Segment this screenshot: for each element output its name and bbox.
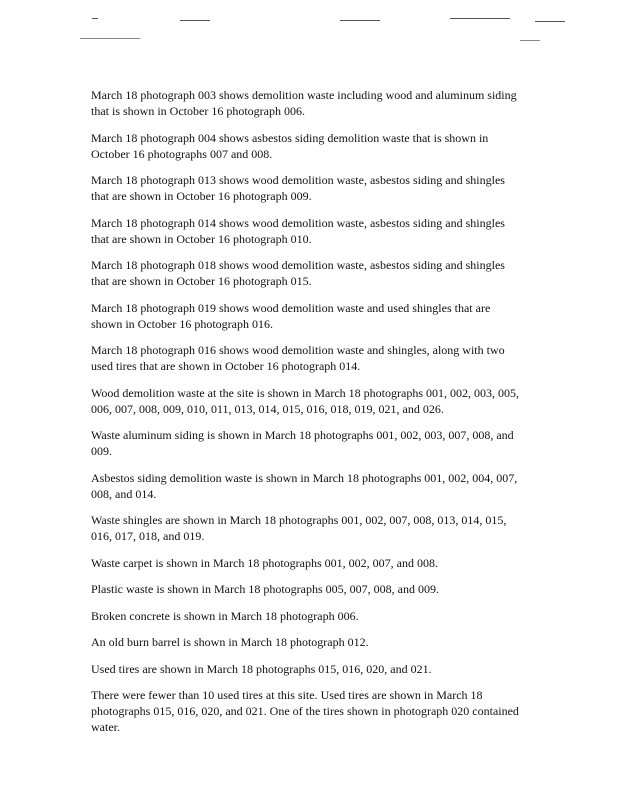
text-line: water. [91,720,120,734]
text-line: There were fewer than 10 used tires at this site. Used tires are shown in March 18 [91,688,483,702]
paragraph [91,634,561,650]
paragraph [91,215,561,247]
text-line: Plastic waste is shown in March 18 photographs 005, 007, 008, and 009. [91,582,439,596]
scan-artifact [535,21,565,22]
text-line: that are shown in October 16 photograph 009. [91,189,312,203]
scan-artifact [450,18,510,19]
scan-artifact [180,20,210,21]
text-line: March 18 photograph 003 shows demolition waste including wood and aluminum siding [91,88,517,102]
text-line: 016, 017, 018, and 019. [91,529,205,543]
text-line: March 18 photograph 013 shows wood demolition waste, asbestos siding and shingles [91,173,505,187]
document-body [91,87,561,746]
paragraph [91,470,561,502]
text-line: Wood demolition waste at the site is shown in March 18 photographs 001, 002, 003, 005, [91,385,519,400]
scan-artifact [80,38,140,39]
text-line: March 18 photograph 004 shows asbestos siding demolition waste that is shown in [91,130,489,145]
scan-artifact [92,18,98,19]
text-line: Used tires are shown in March 18 photographs 015, 016, 020, and 021. [91,661,432,676]
text-line: March 18 photograph 014 shows wood demolition waste, asbestos siding and shingles [91,215,505,230]
text-line: March 18 photograph 019 shows wood demolition waste and used shingles that are [91,300,491,315]
paragraph [91,687,561,735]
paragraph [91,342,561,374]
text-line: Waste shingles are shown in March 18 photographs 001, 002, 007, 008, 013, 014, 015, [91,513,507,527]
paragraph [91,172,561,204]
text-line: March 18 photograph 016 shows wood demolition waste and shingles, along with two [91,343,505,357]
scan-artifact [340,20,380,21]
text-line: Waste aluminum siding is shown in March 18 photographs 001, 002, 003, 007, 008, and [91,428,514,442]
scan-artifact [520,40,540,41]
paragraph [91,427,561,459]
text-line: shown in October 16 photograph 016. [91,316,273,331]
text-line: An old burn barrel is shown in March 18 photograph 012. [91,635,369,649]
text-line: 009. [91,444,112,458]
paragraph [91,257,561,289]
text-line: 006, 007, 008, 009, 010, 011, 013, 014, 015, 016, 018, 019, 021, and 026. [91,401,444,416]
text-line: that are shown in October 16 photograph 015. [91,274,312,288]
text-line: photographs 015, 016, 020, and 021. One of the tires shown in photograph 020 contained [91,704,519,718]
paragraph [91,130,561,162]
text-line: Asbestos siding demolition waste is shown in March 18 photographs 001, 002, 004, 007, [91,470,518,485]
text-line: October 16 photographs 007 and 008. [91,146,273,161]
paragraph [91,87,561,119]
text-line: 008, and 014. [91,486,157,501]
paragraph [91,608,561,624]
paragraph [91,661,561,677]
text-line: that is shown in October 16 photograph 006. [91,104,305,118]
paragraph [91,555,561,571]
text-line: that are shown in October 16 photograph 010. [91,231,312,246]
text-line: Waste carpet is shown in March 18 photographs 001, 002, 007, and 008. [91,555,438,570]
paragraph [91,512,561,544]
paragraph [91,385,561,417]
text-line: Broken concrete is shown in March 18 photograph 006. [91,608,359,623]
text-line: March 18 photograph 018 shows wood demolition waste, asbestos siding and shingles [91,258,505,272]
text-line: used tires that are shown in October 16 photograph 014. [91,359,361,373]
paragraph [91,300,561,332]
paragraph [91,581,561,597]
